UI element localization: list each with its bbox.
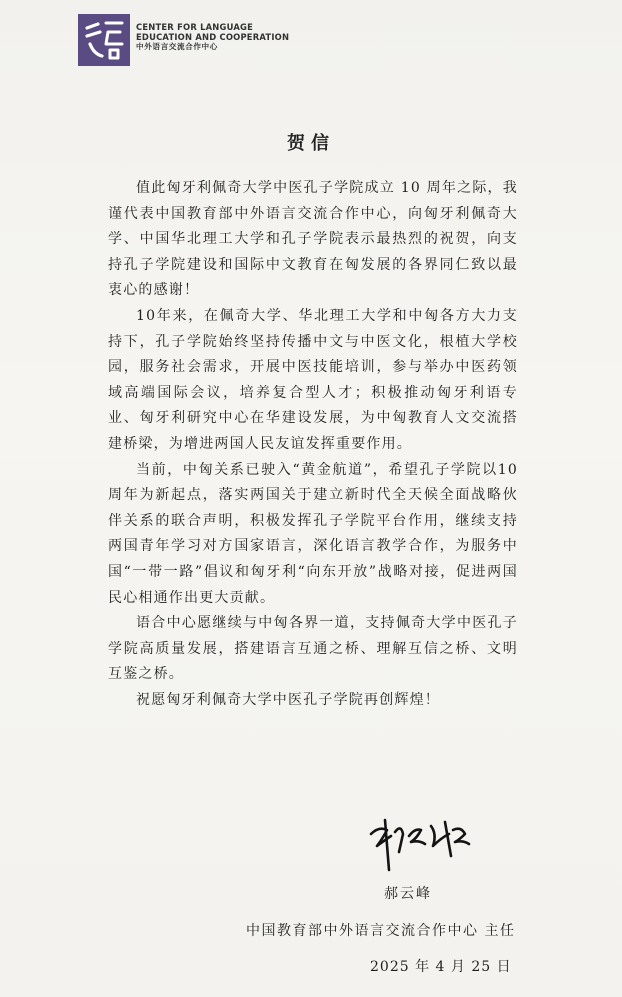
paragraph-5: 祝愿匈牙利佩奇大学中医孔子学院再创辉煌！ (136, 691, 440, 708)
paragraph-3: 当前，中匈关系已驶入“黄金航道”，希望孔子学院以10周年为新起点，落实两国关于建立新时代全天候全面战略伙伴关系的联合声明，积极发挥孔子学院平台作用，继续支持两国青年学习对方国家语言，深化语言教学合作，为服务中国“一带一路”倡议和匈牙利“向东开放”战略对接，促进两国民心相通作出更大贡献。 (108, 461, 518, 606)
logo-mark-icon (78, 14, 130, 66)
org-logo (78, 14, 318, 66)
org-name-en-line2: EDUCATION AND COOPERATION (136, 32, 290, 42)
logo-wordmark (136, 22, 289, 52)
letter-body (108, 176, 518, 713)
paragraph-2: 10年来，在佩奇大学、华北理工大学和中匈各方大力支持下，孔子学院始终坚持传播中文与中医文化，根植大学校园，服务社会需求，开展中医技能培训，参与举办中医药领域高端国际会议，培养复合型人才；积极推动匈牙利语专业、匈牙利研究中心在华建设发展，为中匈教育人文交流搭建桥梁，为增进两国人民友谊发挥重要作用。 (108, 307, 518, 452)
signer-name: 郝云峰 (384, 886, 432, 902)
paragraph-1: 值此匈牙利佩奇大学中医孔子学院成立 10 周年之际，我谨代表中国教育部中外语言交流合作中心，向匈牙利佩奇大学、中国华北理工大学和孔子学院表示最热烈的祝贺，向支持孔子学院建设和国际中文教育在匈发展的各界同仁致以最衷心的感谢！ (108, 180, 518, 299)
signer-title: 中国教育部中外语言交流合作中心 主任 (246, 923, 516, 939)
org-name-en-line1: CENTER FOR LANGUAGE (136, 22, 254, 32)
letter-date: 2025 年 4 月 25 日 (370, 959, 512, 975)
letter-title: 贺信 (287, 133, 335, 154)
org-name-cn: 中外语言交流合作中心 (136, 42, 218, 51)
handwritten-signature (365, 812, 475, 872)
paragraph-4: 语合中心愿继续与中匈各界一道，支持佩奇大学中医孔子学院高质量发展，搭建语言互通之桥、理解互信之桥、文明互鉴之桥。 (108, 615, 518, 683)
